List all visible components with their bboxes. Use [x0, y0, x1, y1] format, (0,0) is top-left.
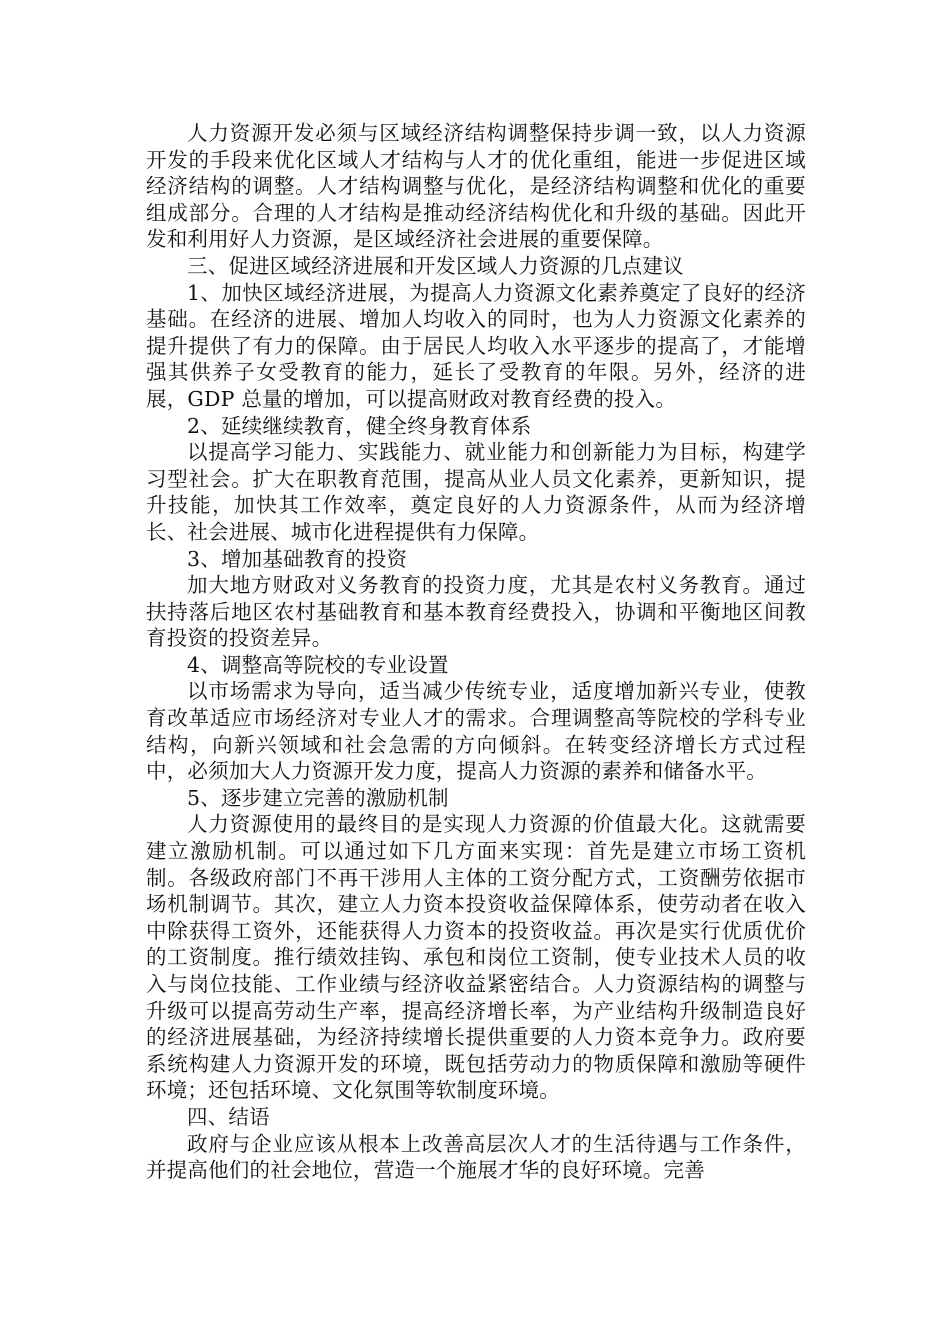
paragraph-point-4: 以市场需求为导向，适当减少传统专业，适度增加新兴专业，使教育改革适应市场经济对专业人才的需求。合理调整高等院校的学科专业结构，向新兴领域和社会急需的方向倾斜。在转变经济增长方式过程中，必须加大人力资源开发力度，提高人力资源的素养和储备水平。 — [146, 679, 806, 784]
section-heading-suggestions: 三、促进区域经济进展和开发区域人力资源的几点建议 — [187, 253, 684, 278]
document-body — [146, 120, 806, 1184]
subheading-point-5: 5、逐步建立完善的激励机制 — [187, 785, 449, 810]
paragraph-intro: 人力资源开发必须与区域经济结构调整保持步调一致，以人力资源开发的手段来优化区域人才结构与人才的优化重组，能进一步促进区域经济结构的调整。人才结构调整与优化，是经济结构调整和优化的重要组成部分。合理的人才结构是推动经济结构优化和升级的基础。因此开发和利用好人力资源，是区域经济社会进展的重要保障。 — [146, 121, 806, 252]
subheading-point-3: 3、增加基础教育的投资 — [187, 546, 408, 571]
paragraph-point-2: 以提高学习能力、实践能力、就业能力和创新能力为目标，构建学习型社会。扩大在职教育范围，提高从业人员文化素养，更新知识，提升技能，加快其工作效率，奠定良好的人力资源条件，从而为经济增长、社会进展、城市化进程提供有力保障。 — [146, 440, 806, 544]
subheading-point-4: 4、调整高等院校的专业设置 — [187, 652, 449, 677]
paragraph-point-1: 1、加快区域经济进展，为提高人力资源文化素养奠定了良好的经济基础。在经济的进展、增加人均收入的同时，也为人力资源文化素养的提升提供了有力的保障。由于居民人均收入水平逐步的提高了，才能增强其供养子女受教育的能力，延长了受教育的年限。另外，经济的进展，GDP 总量的增加，可以提高财政对教育经费的投入。 — [146, 280, 806, 411]
subheading-point-2: 2、延续继续教育，健全终身教育体系 — [187, 413, 532, 438]
paragraph-point-5: 人力资源使用的最终目的是实现人力资源的价值最大化。这就需要建立激励机制。可以通过如下几方面来实现：首先是建立市场工资机制。各级政府部门不再干涉用人主体的工资分配方式，工资酬劳依据市场机制调节。其次，建立人力资本投资收益保障体系，使劳动者在收入中除获得工资外，还能获得人力资本的投资收益。再次是实行优质优价的工资制度。推行绩效挂钩、承包和岗位工资制，使专业技术人员的收入与岗位技能、工作业绩与经济收益紧密结合。人力资源结构的调整与升级可以提高劳动生产率，提高经济增长率，为产业结构升级制造良好的经济进展基础，为经济持续增长提供重要的人力资本竞争力。政府要系统构建人力资源开发的环境，既包括劳动力的物质保障和激励等硬件环境；还包括环境、文化氛围等软制度环境。 — [146, 812, 806, 1103]
section-heading-conclusion: 四、结语 — [187, 1104, 270, 1129]
paragraph-conclusion: 政府与企业应该从根本上改善高层次人才的生活待遇与工作条件，并提高他们的社会地位，营造一个施展才华的良好环境。完善 — [146, 1131, 806, 1183]
paragraph-point-3: 加大地方财政对义务教育的投资力度，尤其是农村义务教育。通过扶持落后地区农村基础教育和基本教育经费投入，协调和平衡地区间教育投资的投资差异。 — [146, 573, 806, 651]
